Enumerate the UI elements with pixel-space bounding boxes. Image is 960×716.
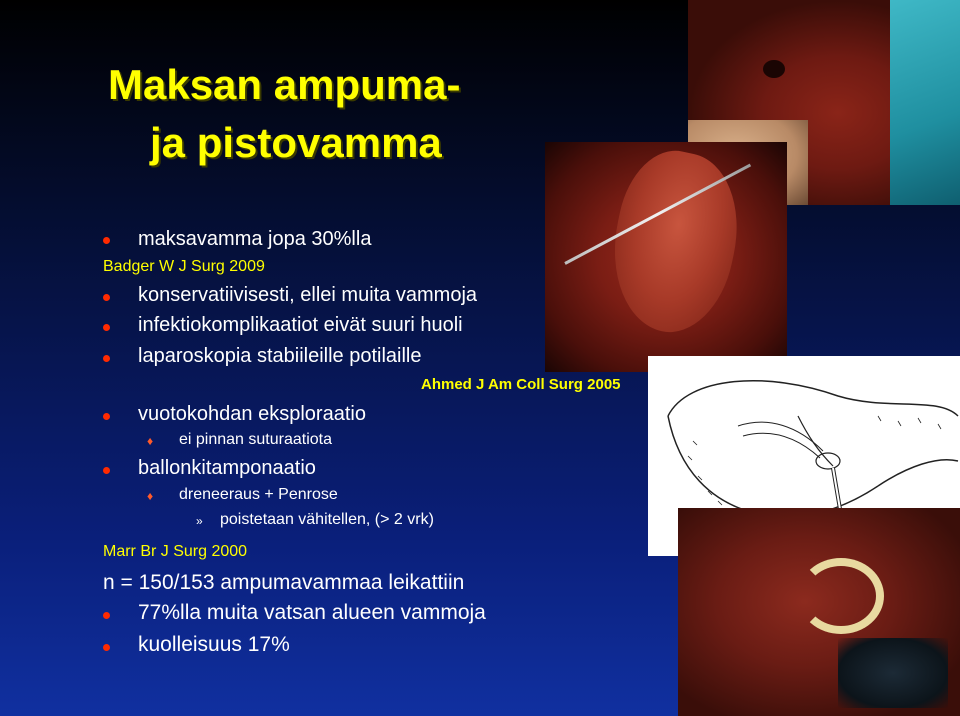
bullet-icon (103, 237, 110, 244)
bullet-6: ballonkitamponaatio (138, 457, 316, 479)
drain-tube (798, 558, 884, 634)
diamond-bullet-icon: ♦ (147, 434, 154, 448)
bullet-8: kuolleisuus 17% (138, 633, 290, 656)
reference-2: Ahmed J Am Coll Surg 2005 (421, 376, 621, 393)
bullet-icon (103, 612, 110, 619)
reference-3: Marr Br J Surg 2000 (103, 543, 248, 560)
surgical-drape (890, 0, 960, 205)
instrument-shadow (838, 638, 948, 708)
liver-photo-bottom (678, 508, 960, 716)
slide-title (108, 56, 568, 172)
bullet-icon (103, 413, 110, 420)
bullet-icon (103, 355, 110, 362)
bullet-5: vuotokohdan eksploraatio (138, 403, 366, 425)
bullet-icon (103, 644, 110, 651)
sub-bullet-5a: ei pinnan suturaatiota (179, 431, 332, 448)
liver-photo-middle (545, 142, 787, 372)
bullet-icon (103, 324, 110, 331)
title-line-2: ja pistovamma (150, 119, 442, 166)
bullet-2: konservatiivisesti, ellei muita vammoja (138, 284, 478, 306)
sub-bullet-6a: dreneeraus + Penrose (179, 486, 338, 503)
chevron-bullet-icon: » (196, 514, 203, 528)
diamond-bullet-icon: ♦ (147, 489, 154, 503)
bullet-icon (103, 467, 110, 474)
bullet-7: 77%lla muita vatsan alueen vammoja (138, 601, 486, 624)
statistic-line: n = 150/153 ampumavammaa leikattiin (103, 571, 465, 594)
bullet-1: maksavamma jopa 30%lla (138, 228, 372, 250)
bullet-3: infektiokomplikaatiot eivät suuri huoli (138, 314, 463, 336)
sub-sub-bullet-6a1: poistetaan vähitellen, (> 2 vrk) (220, 511, 434, 528)
title-line-1: Maksan ampuma- (108, 61, 461, 108)
reference-1: Badger W J Surg 2009 (103, 258, 265, 275)
bullet-4: laparoskopia stabiileille potilaille (138, 345, 422, 367)
wound-mark (763, 60, 785, 78)
liver-cut-surface (598, 142, 753, 343)
bullet-icon (103, 294, 110, 301)
